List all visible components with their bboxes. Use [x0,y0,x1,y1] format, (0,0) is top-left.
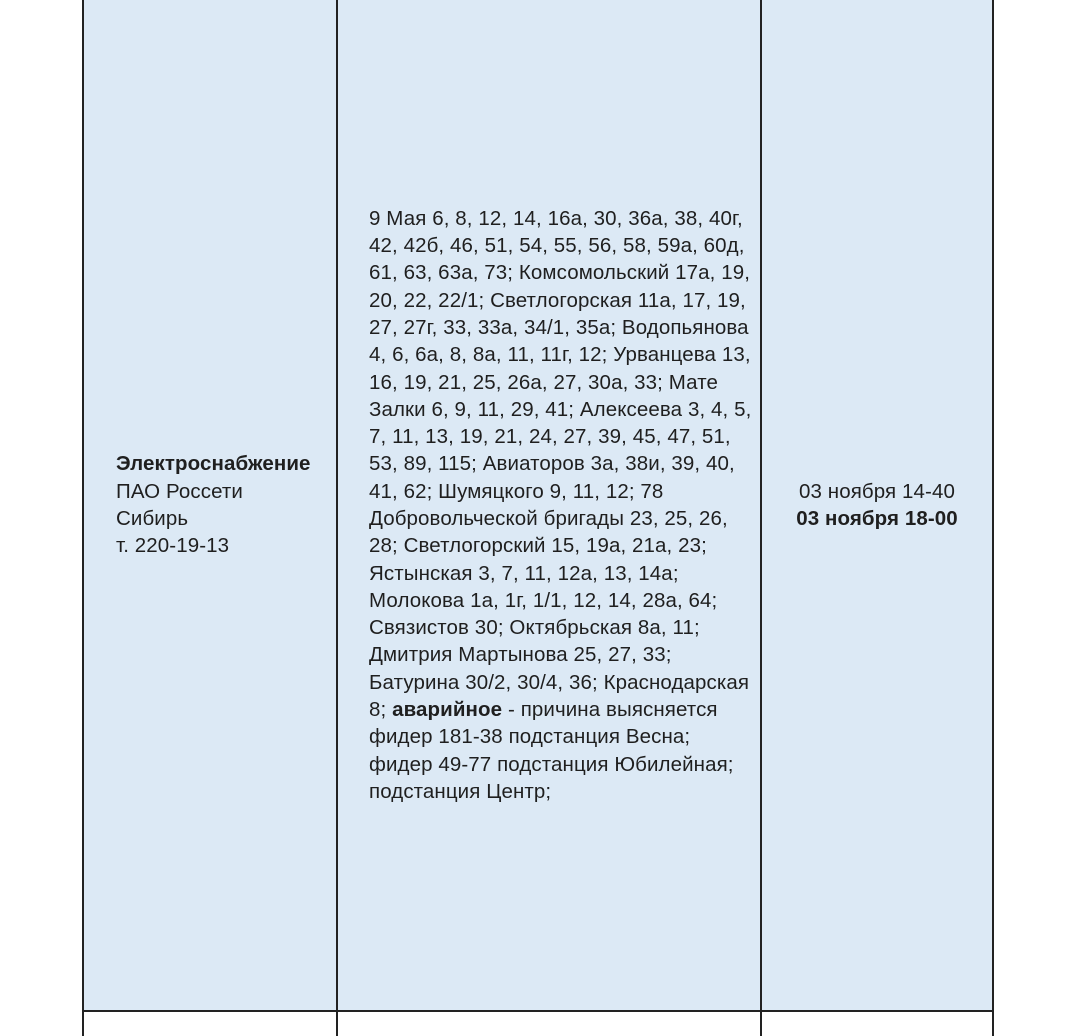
outage-type: аварийное [392,698,503,722]
company-name-line2: Сибирь [116,507,189,530]
table-border-right [992,0,994,1036]
table-border-col1 [336,0,338,1036]
provider-info [116,450,311,559]
address-text: 9 Мая 6, 8, 12, 14, 16а, 30, 36а, 38, 40г, 42, 42б, 46, 51, 54, 55, 56, 58, 59а, 60д, 61, 63, 63а, 73; Комсомольский 17а, 19, 20, 22, 22/1; Светлогорская 11а, 17, 19, 27, 27г, 33, 33а, 34/1, 35а; Водопьянова 4, 6, 6а, 8, 8а, 11, 11г, 12; Урванцева 13, 16, 19, 21, 25, 26а, 27, 30а, 33; Мате Залки 6, 9, 11, 29, 41; Алексеева 3, 4, 5, 7, 11, 13, 19, 21, 24, 27, 39, 45, 47, 51, 53, 89, 115; Авиаторов 3а, 38и, 39, 40, 41, 62; Шумяцкого 9, 11, 12; 78 Добровольческой бригады 23, 25, 26, 28; Светлогорский 15, 19а, 21а, 23; Ястынская 3, 7, 11, 12а, 13, 14а; Молокова 1а, 1г, 1/1, 12, 14, 28а, 64; Связистов 30; Октябрьская 8а, 11; Дмитрия Мартынова 25, 27, 33; Батурина 30/2, 30/4, 36; Краснодарская 8; [369,206,752,722]
provider-cell [84,0,336,1010]
next-row-provider-cell [84,1012,336,1036]
next-row-time-cell [762,1012,992,1036]
phone-number: т. 220-19-13 [116,534,230,558]
address-list [369,205,756,806]
service-title: Электроснабжение [116,452,311,476]
end-time: 03 ноября 18-00 [796,507,958,530]
company-name-line1: ПАО Россети [116,479,243,503]
start-time: 03 ноября 14-40 [799,479,955,503]
next-row-addresses-cell [338,1012,760,1036]
time-range [796,478,958,533]
table-border-col2 [760,0,762,1036]
table-border-left [82,0,84,1036]
table-row-divider [82,1010,994,1012]
outage-reason: - причина выясняется фидер 181-38 подстанция Весна; фидер 49-77 подстанция Юбилейная; подстанция Центр; [369,698,734,803]
time-cell [762,0,992,1010]
addresses-cell [338,0,760,1010]
